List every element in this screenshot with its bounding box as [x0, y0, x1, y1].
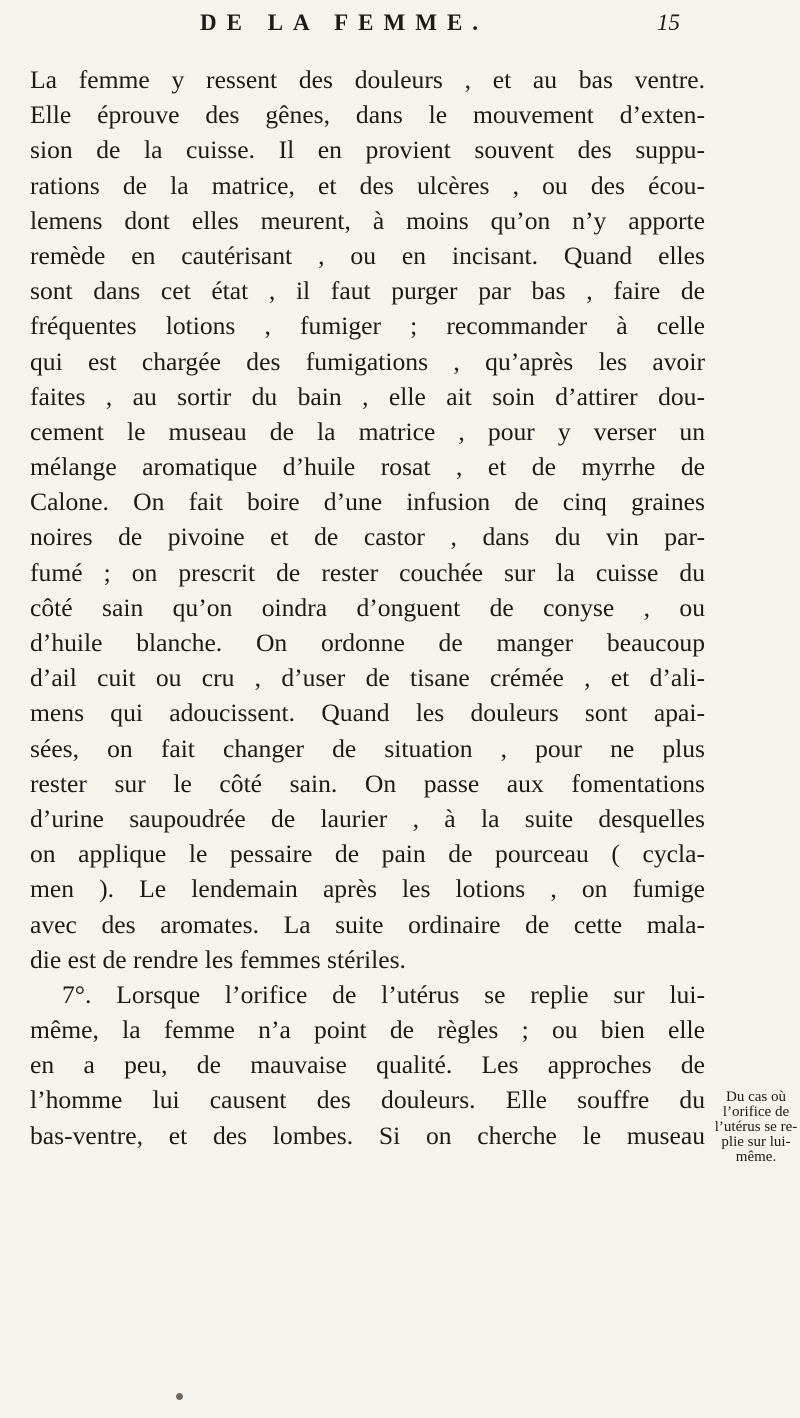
- text-line: qui est chargée des fumigations , qu’après les avoir: [30, 346, 705, 376]
- text-line: Calone. On fait boire d’une infusion de cinq graines: [30, 487, 705, 517]
- text-line: sées, on fait changer de situation , pour ne plus: [30, 733, 705, 763]
- margin-note-line: même.: [735, 1149, 777, 1165]
- text-line: 7°. Lorsque l’orifice de l’utérus se replie sur lui-: [62, 979, 705, 1009]
- text-line: lemens dont elles meurent, à moins qu’on n’y apporte: [30, 205, 705, 235]
- text-line: l’homme lui causent des douleurs. Elle souffre du: [30, 1085, 705, 1115]
- text-line: die est de rendre les femmes stériles.: [30, 944, 406, 974]
- page-number: 15: [657, 10, 680, 35]
- text-line: remède en cautérisant , ou en incisant. Quand elles: [30, 240, 705, 270]
- margin-note-line: l’orifice de: [722, 1104, 790, 1120]
- text-line: en a peu, de mauvaise qualité. Les approches de: [30, 1050, 705, 1080]
- text-line: faites , au sortir du bain , elle ait soin d’attirer dou-: [30, 381, 705, 411]
- text-line: mens qui adoucissent. Quand les douleurs sont apai-: [30, 698, 705, 728]
- text-line: Elle éprouve des gênes, dans le mouvement d’exten-: [30, 100, 705, 130]
- text-line: rester sur le côté sain. On passe aux fomentations: [30, 768, 705, 798]
- text-line: on applique le pessaire de pain de pourceau ( cycla-: [30, 839, 705, 869]
- running-title: DE LA FEMME.: [200, 10, 489, 35]
- ink-speck: [176, 1393, 183, 1400]
- text-line: rations de la matrice, et des ulcères , ou des écou-: [30, 170, 705, 200]
- margin-note-line: l’utérus se re-: [714, 1119, 798, 1135]
- text-line: fumé ; on prescrit de rester couchée sur la cuisse du: [30, 557, 705, 587]
- text-line: sont dans cet état , il faut purger par bas , faire de: [30, 276, 705, 306]
- text-line: côté sain qu’on oindra d’onguent de conyse , ou: [30, 592, 705, 622]
- text-line: La femme y ressent des douleurs , et au bas ventre.: [30, 65, 705, 94]
- text-line: fréquentes lotions , fumiger ; recommander à celle: [30, 311, 705, 341]
- text-line: bas-ventre, et des lombes. Si on cherche le museau: [30, 1120, 705, 1150]
- text-line: noires de pivoine et de castor , dans du vin par-: [30, 522, 705, 552]
- text-line: mélange aromatique d’huile rosat , et de myrrhe de: [30, 452, 705, 482]
- margin-note-line: Du cas où: [726, 1089, 786, 1105]
- margin-note: [714, 1090, 798, 1165]
- text-line: même, la femme n’a point de règles ; ou bien elle: [30, 1015, 705, 1045]
- text-line: d’huile blanche. On ordonne de manger beaucoup: [30, 628, 705, 657]
- text-line: d’urine saupoudrée de laurier , à la suite desquelles: [30, 803, 705, 833]
- body-text: [30, 62, 705, 1153]
- margin-note-line: plie sur lui-: [721, 1134, 791, 1150]
- text-line: avec des aromates. La suite ordinaire de cette mala-: [30, 909, 705, 939]
- text-line: men ). Le lendemain après les lotions , on fumige: [30, 874, 705, 904]
- page-header: [160, 10, 680, 50]
- text-line: sion de la cuisse. Il en provient souvent des suppu-: [30, 135, 705, 165]
- text-line: d’ail cuit ou cru , d’user de tisane crémée , et d’ali-: [30, 663, 705, 693]
- text-line: cement le museau de la matrice , pour y verser un: [30, 416, 705, 446]
